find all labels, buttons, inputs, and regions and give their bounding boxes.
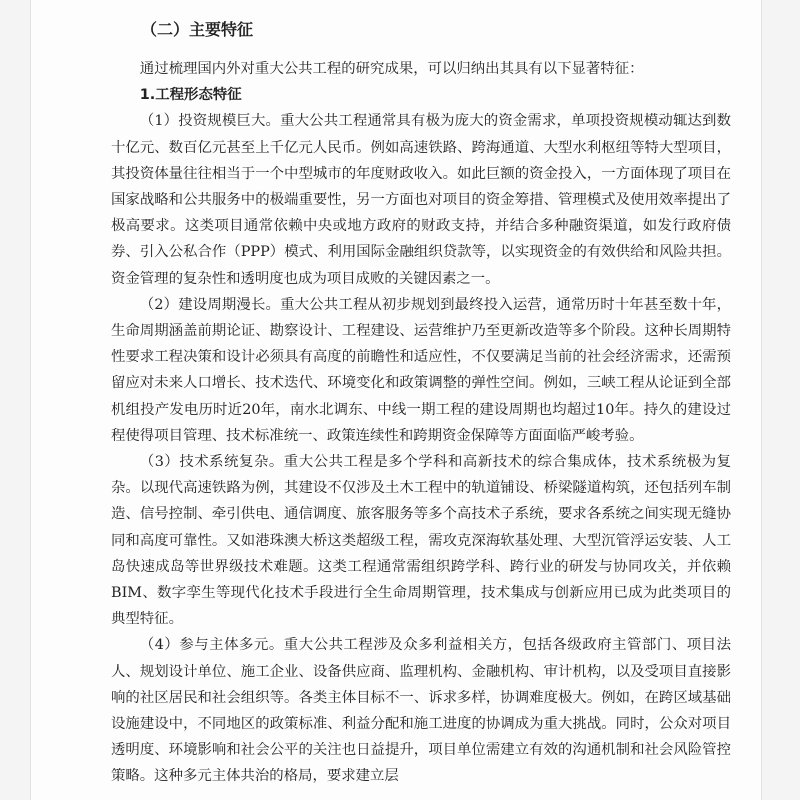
paragraph-multiple-stakeholders: （4）参与主体多元。重大公共工程涉及众多利益相关方，包括各级政府主管部门、项目法人、规划设计单位、施工企业、设备供应商、监理机构、金融机构、审计机构，以及受项目直接影响的社区居民和社会组织等。各类主体目标不一、诉求多样，协调难度极大。例如，在跨区域基础设施建设中，不同地区的政策标准、利益分配和施工进度的协调成为重大挑战。同时，公众对项目透明度、环境影响和社会公平的关注也日益提升，项目单位需建立有效的沟通机制和社会风险管控策略。这种多元主体共治的格局，要求建立层: [111, 637, 731, 785]
intro-paragraph: 通过梳理国内外对重大公共工程的研究成果，可以归纳出其具有以下显著特征：: [139, 61, 644, 77]
section-heading: （二）主要特征: [141, 20, 254, 39]
paragraph-technical-complexity: （3）技术系统复杂。重大公共工程是多个学科和高新技术的综合集成体，技术系统极为复杂。以现代高速铁路为例，其建设不仅涉及土木工程中的轨道铺设、桥梁隧道构筑，还包括列车制造、信号控制、牵引供电、通信调度、旅客服务等多个高技术子系统，要求各系统之间实现无缝协同和高度可靠性。又如港珠澳大桥这类超级工程，需攻克深海软基处理、大型沉管浮运安装、人工岛快速成岛等世界级技术难题。这类工程通常需组织跨学科、跨行业的研发与协同攻关，并依赖BIM、数字孪生等现代化技术手段进行全生命周期管理，技术集成与创新应用已成为此类项目的典型特征。: [111, 454, 731, 628]
paragraph-investment-scale: （1）投资规模巨大。重大公共工程通常具有极为庞大的资金需求，单项投资规模动辄达到数十亿元、数百亿元甚至上千亿元人民币。例如高速铁路、跨海通道、大型水利枢纽等特大型项目，其投资体量往往相当于一个中型城市的年度财政收入。如此巨额的资金投入，一方面体现了项目在国家战略和公共服务中的极端重要性，另一方面也对项目的资金筹措、管理模式及使用效率提出了极高要求。这类项目通常依赖中央或地方政府的财政支持，并结合多种融资渠道，如发行政府债券、引入公私合作（PPP）模式、利用国际金融组织贷款等，以实现资金的有效供给和风险共担。资金管理的复杂性和透明度也成为项目成败的关键因素之一。: [111, 113, 731, 287]
paragraph-construction-period: （2）建设周期漫长。重大公共工程从初步规划到最终投入运营，通常历时十年甚至数十年，生命周期涵盖前期论证、勘察设计、工程建设、运营维护乃至更新改造等多个阶段。这种长周期特性要求工程决策和设计必须具有高度的前瞻性和适应性，不仅要满足当前的社会经济需求，还需预留应对未来人口增长、技术迭代、环境变化和政策调整的弹性空间。例如，三峡工程从论证到全部机组投产发电历时近20年，南水北调东、中线一期工程的建设周期也均超过10年。持久的建设过程使得项目管理、技术标准统一、政策连续性和跨期资金保障等方面面临严峻考验。: [111, 296, 731, 444]
document-content: [111, 16, 731, 790]
subsection-heading: 1.工程形态特征: [139, 87, 242, 104]
document-page: [30, 0, 762, 800]
